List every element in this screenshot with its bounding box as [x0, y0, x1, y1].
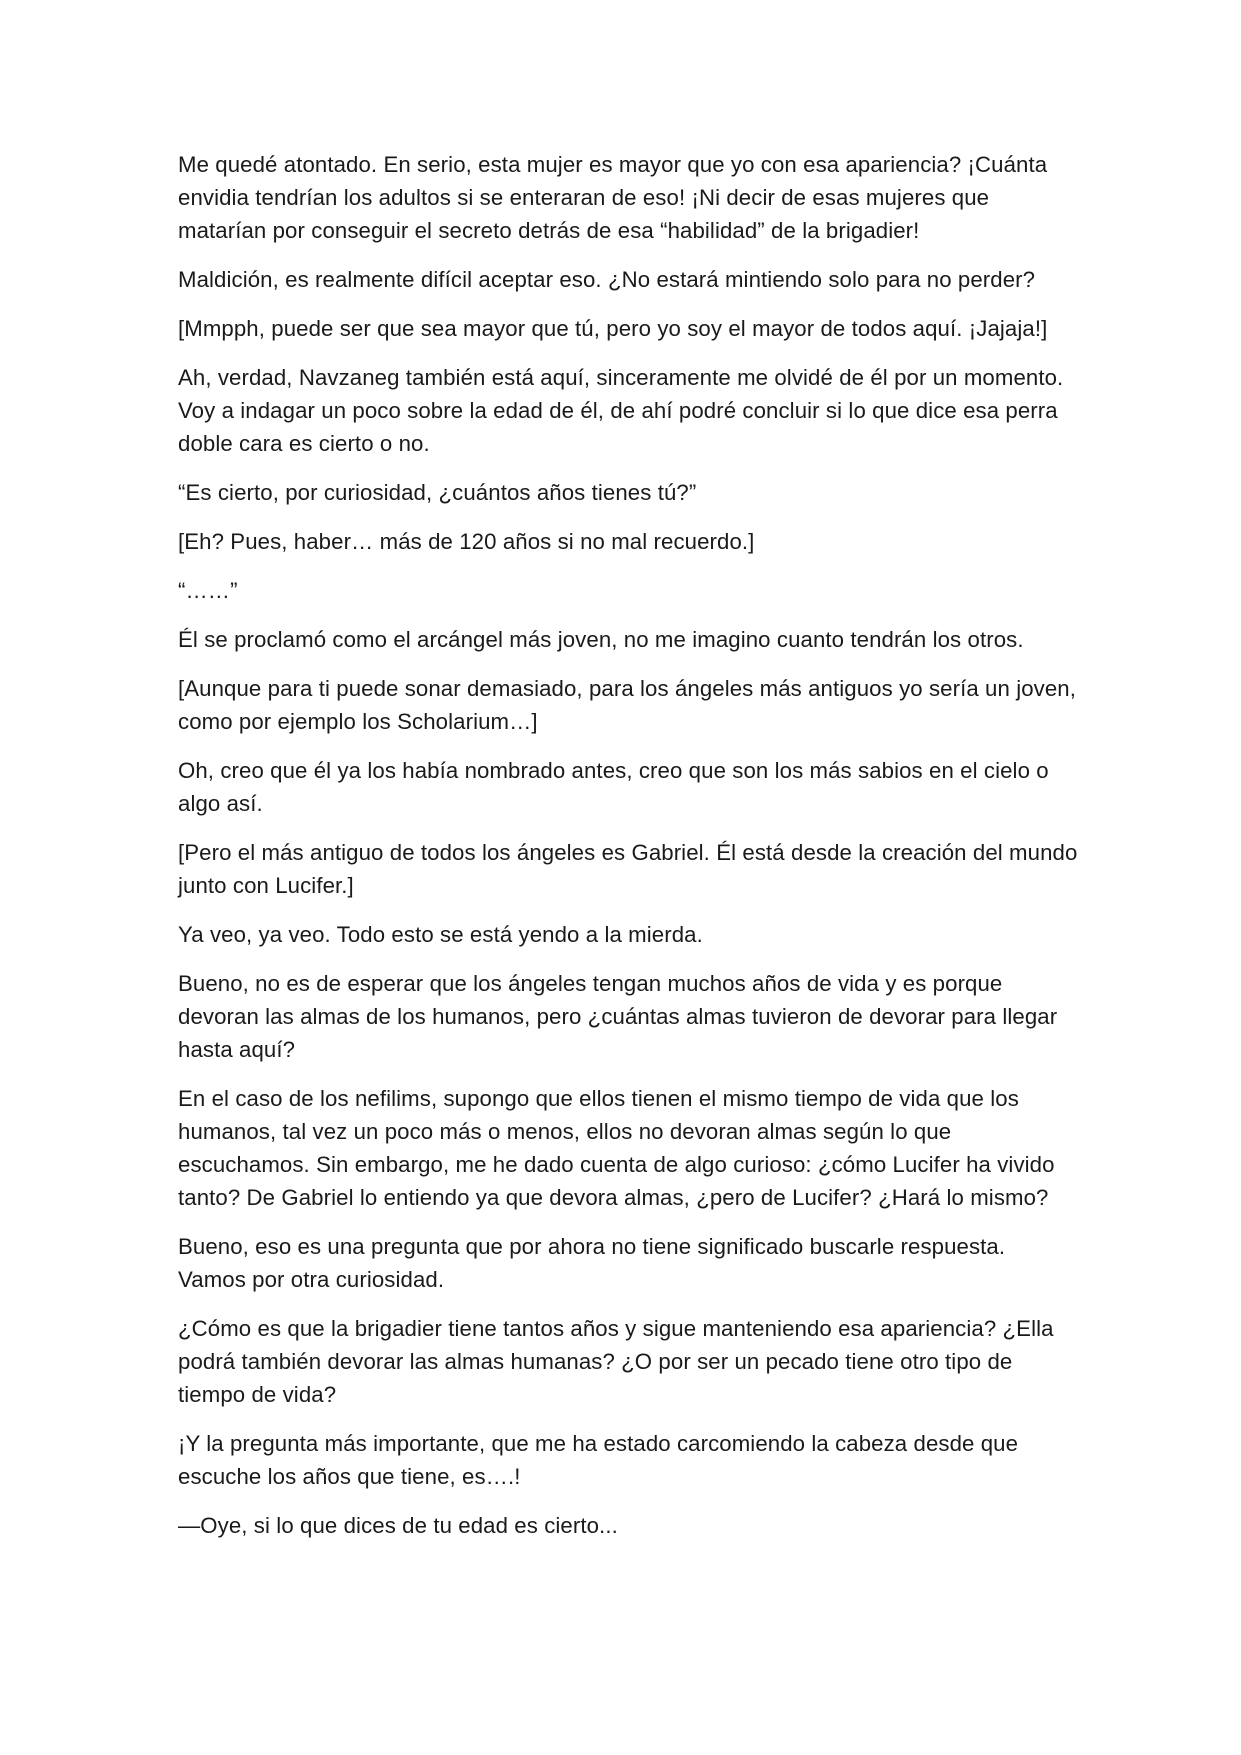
paragraph: “……”	[178, 578, 238, 603]
document-body	[178, 148, 1078, 1558]
paragraph: En el caso de los nefilims, supongo que ellos tienen el mismo tiempo de vida que los humanos, tal vez un poco más o menos, ellos no devoran almas según lo que escuchamos. Sin embargo, me he dado cuenta de algo curioso: ¿cómo Lucifer ha vivido tanto? De Gabriel lo entiendo ya que devora almas, ¿pero de Lucifer? ¿Hará lo mismo?	[178, 1086, 1055, 1210]
paragraph: ¡Y la pregunta más importante, que me ha estado carcomiendo la cabeza desde que escuche los años que tiene, es….!	[178, 1431, 1019, 1489]
paragraph: “Es cierto, por curiosidad, ¿cuántos años tienes tú?”	[178, 480, 697, 505]
paragraph: [Eh? Pues, haber… más de 120 años si no mal recuerdo.]	[178, 529, 755, 554]
paragraph: Ah, verdad, Navzaneg también está aquí, sinceramente me olvidé de él por un momento. Voy a indagar un poco sobre la edad de él, de ahí podré concluir si lo que dice esa perra doble cara es cierto o no.	[178, 365, 1064, 456]
paragraph: ¿Cómo es que la brigadier tiene tantos años y sigue manteniendo esa apariencia? ¿Ella podrá también devorar las almas humanas? ¿O por ser un pecado tiene otro tipo de tiempo de vida?	[178, 1316, 1054, 1407]
paragraph: —Oye, si lo que dices de tu edad es cierto...	[178, 1513, 618, 1538]
paragraph: [Pero el más antiguo de todos los ángeles es Gabriel. Él está desde la creación del mundo junto con Lucifer.]	[178, 840, 1078, 898]
paragraph: [Aunque para ti puede sonar demasiado, para los ángeles más antiguos yo sería un joven, como por ejemplo los Scholarium…]	[178, 676, 1077, 734]
paragraph: Él se proclamó como el arcángel más joven, no me imagino cuanto tendrán los otros.	[178, 627, 1024, 652]
paragraph: Oh, creo que él ya los había nombrado antes, creo que son los más sabios en el cielo o algo así.	[178, 758, 1049, 816]
paragraph: Bueno, no es de esperar que los ángeles tengan muchos años de vida y es porque devoran las almas de los humanos, pero ¿cuántas almas tuvieron de devorar para llegar hasta aquí?	[178, 971, 1058, 1062]
paragraph: Bueno, eso es una pregunta que por ahora no tiene significado buscarle respuesta. Vamos por otra curiosidad.	[178, 1234, 1006, 1292]
paragraph: Maldición, es realmente difícil aceptar eso. ¿No estará mintiendo solo para no perder?	[178, 267, 1036, 292]
paragraph: Me quedé atontado. En serio, esta mujer es mayor que yo con esa apariencia? ¡Cuánta envidia tendrían los adultos si se enteraran de eso! ¡Ni decir de esas mujeres que matarían por conseguir el secreto detrás de esa “habilidad” de la brigadier!	[178, 152, 1048, 243]
paragraph: [Mmpph, puede ser que sea mayor que tú, pero yo soy el mayor de todos aquí. ¡Jajaja!]	[178, 316, 1048, 341]
paragraph: Ya veo, ya veo. Todo esto se está yendo a la mierda.	[178, 922, 703, 947]
